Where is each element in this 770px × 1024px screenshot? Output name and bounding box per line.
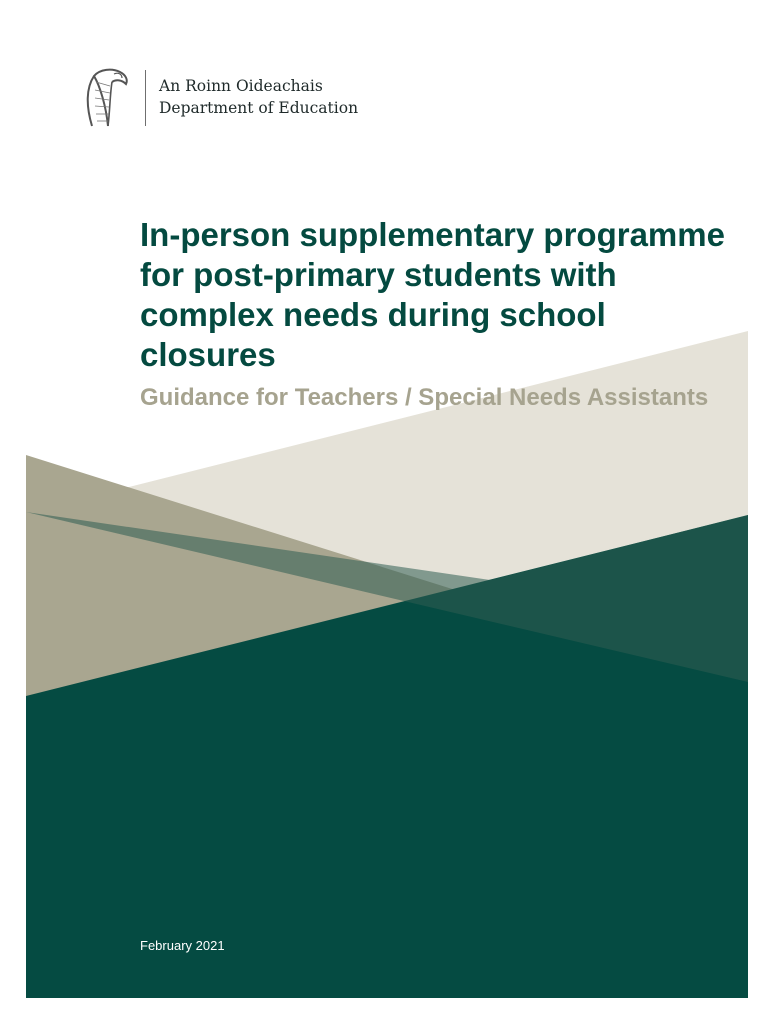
document-subtitle: Guidance for Teachers / Special Needs Assistants: [140, 384, 709, 411]
department-logo: [84, 66, 359, 132]
harp-icon: [84, 66, 130, 130]
document-title: In-person supplementary programme for post-primary students with complex needs during school closures: [140, 216, 725, 373]
logo-divider: [145, 70, 146, 126]
publication-date: February 2021: [140, 938, 225, 953]
logo-text: [159, 75, 358, 119]
department-name-irish: An Roinn Oideachais: [159, 77, 323, 95]
department-name-english: Department of Education: [159, 99, 359, 117]
